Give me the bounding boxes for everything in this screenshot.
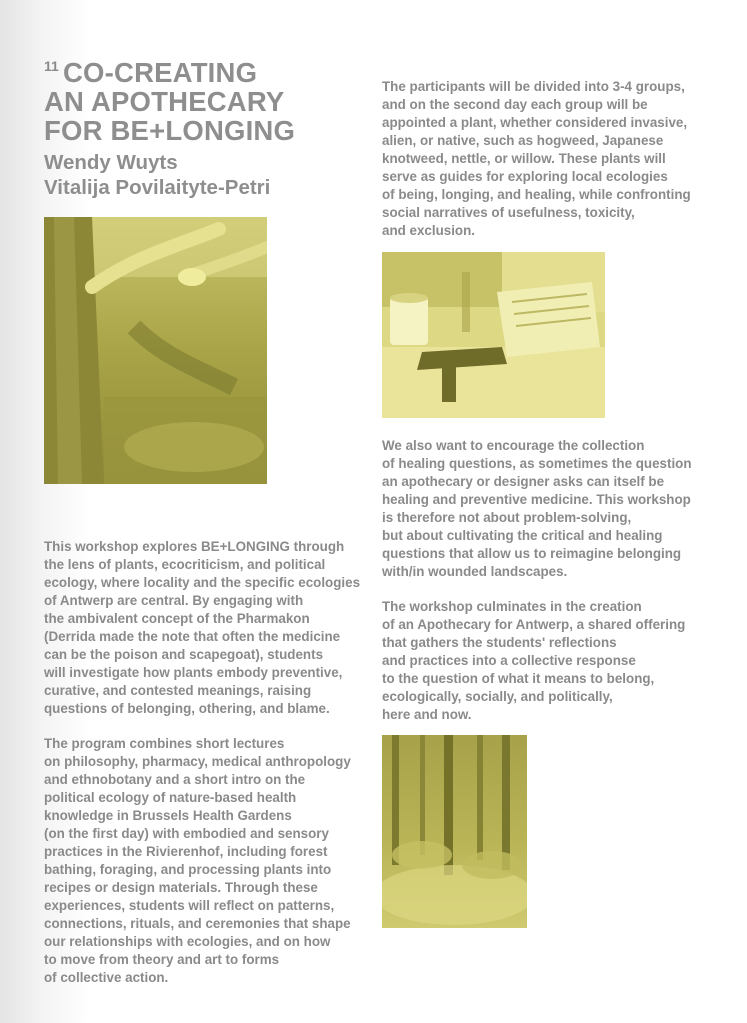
text-line: and on the second day each group will be xyxy=(382,97,648,112)
text-line: The participants will be divided into 3-4 groups, xyxy=(382,79,685,94)
authors xyxy=(44,150,270,200)
text-line: This workshop explores BE+LONGING through xyxy=(44,539,345,554)
text-line: political ecology of nature-based health xyxy=(44,790,297,805)
healing-questions-paragraph xyxy=(382,437,702,581)
text-line: and exclusion. xyxy=(382,223,476,238)
text-line: appointed a plant, whether considered invasive, xyxy=(382,115,688,130)
worktable-photo-icon xyxy=(382,252,605,418)
text-line: and ethnobotany and a short intro on the xyxy=(44,772,306,787)
text-line: The program combines short lectures xyxy=(44,736,285,751)
text-line: that gathers the students' reflections xyxy=(382,635,617,650)
title-line-3: FOR BE+LONGING xyxy=(44,115,296,146)
text-line: can be the poison and scapegoat), students xyxy=(44,647,324,662)
workshop-number: 11 xyxy=(44,58,59,74)
text-line: ecologically, socially, and politically, xyxy=(382,689,613,704)
text-line: on philosophy, pharmacy, medical anthropology xyxy=(44,754,351,769)
title-line-2: AN APOTHECARY xyxy=(44,86,285,117)
author-2: Vitalija Povilaityte-Petri xyxy=(44,176,271,199)
text-line: ecology, where locality and the specific ecologies xyxy=(44,575,361,590)
forest-photo-icon xyxy=(44,217,267,484)
intro-paragraph xyxy=(44,538,359,718)
text-line: (on the first day) with embodied and sensory xyxy=(44,826,329,841)
text-line: to move from theory and art to forms xyxy=(44,952,280,967)
text-line: curative, and contested meanings, raising xyxy=(44,683,312,698)
text-line: the ambivalent concept of the Pharmakon xyxy=(44,611,310,626)
text-line: knowledge in Brussels Health Gardens xyxy=(44,808,292,823)
text-line: of collective action. xyxy=(44,970,169,985)
woodland-photo-icon xyxy=(382,735,527,928)
text-line: but about cultivating the critical and healing xyxy=(382,528,663,543)
text-line: We also want to encourage the collection xyxy=(382,438,645,453)
text-line: alien, or native, such as hogweed, Japanese xyxy=(382,133,664,148)
text-line: serve as guides for exploring local ecologies xyxy=(382,169,668,184)
culmination-paragraph xyxy=(382,598,702,724)
text-line: The workshop culminates in the creation xyxy=(382,599,642,614)
text-line: bathing, foraging, and processing plants into xyxy=(44,862,332,877)
text-line: here and now. xyxy=(382,707,472,722)
text-line: experiences, students will reflect on patterns, xyxy=(44,898,335,913)
text-line: an apothecary or designer asks can itself be xyxy=(382,474,665,489)
text-line: practices in the Rivierenhof, including forest xyxy=(44,844,328,859)
text-line: of healing questions, as sometimes the question xyxy=(382,456,692,471)
title-line-1: CO-CREATING xyxy=(63,57,258,88)
text-line: (Derrida made the note that often the medicine xyxy=(44,629,341,644)
program-paragraph xyxy=(44,735,359,987)
workshop-title xyxy=(44,58,295,145)
text-line: will investigate how plants embody preventive, xyxy=(44,665,343,680)
text-line: our relationships with ecologies, and on how xyxy=(44,934,331,949)
groups-paragraph xyxy=(382,78,702,240)
text-line: connections, rituals, and ceremonies that shape xyxy=(44,916,351,931)
text-line: the lens of plants, ecocriticism, and political xyxy=(44,557,326,572)
text-line: social narratives of usefulness, toxicity, xyxy=(382,205,635,220)
text-line: knotweed, nettle, or willow. These plants will xyxy=(382,151,666,166)
text-line: of being, longing, and healing, while confronting xyxy=(382,187,691,202)
text-line: with/in wounded landscapes. xyxy=(382,564,568,579)
text-line: of an Apothecary for Antwerp, a shared offering xyxy=(382,617,686,632)
text-line: to the question of what it means to belong, xyxy=(382,671,655,686)
author-1: Wendy Wuyts xyxy=(44,151,178,174)
text-line: is therefore not about problem-solving, xyxy=(382,510,632,525)
text-line: and practices into a collective response xyxy=(382,653,636,668)
text-line: healing and preventive medicine. This workshop xyxy=(382,492,691,507)
text-line: questions of belonging, othering, and blame. xyxy=(44,701,330,716)
text-line: of Antwerp are central. By engaging with xyxy=(44,593,304,608)
text-line: recipes or design materials. Through these xyxy=(44,880,318,895)
text-line: questions that allow us to reimagine belonging xyxy=(382,546,682,561)
